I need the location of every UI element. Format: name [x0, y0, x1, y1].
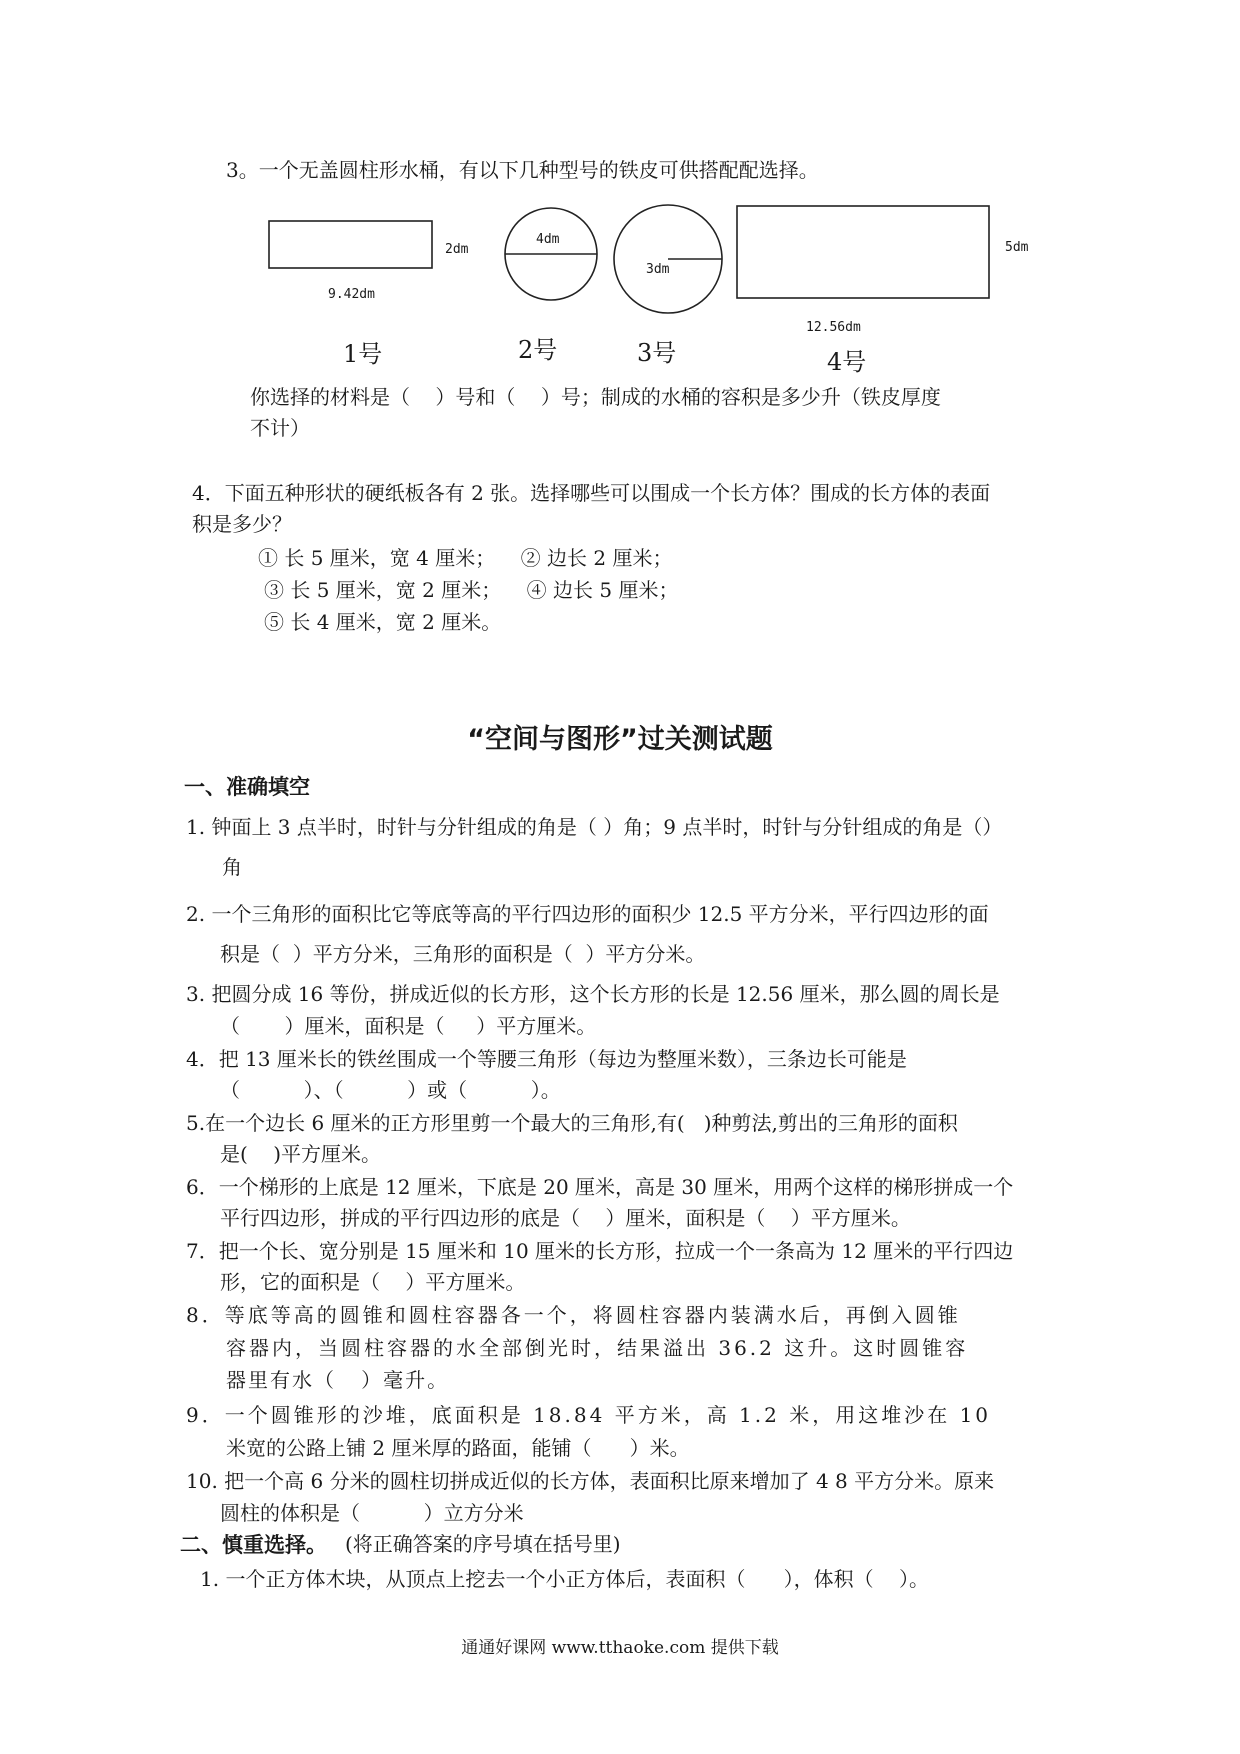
s2-item-1: 1. 一个正方体木块，从顶点上挖去一个小正方体后，表面积（ ），体积（ ）。: [200, 1567, 930, 1591]
q4-option-1-2: ① 长 5 厘米，宽 4 厘米； ② 边长 2 厘米；: [258, 546, 673, 570]
s1-item-8c: 器里有水（ ）毫升。: [226, 1368, 450, 1392]
q4-option-3-4: ③ 长 5 厘米，宽 2 厘米； ④ 边长 5 厘米；: [264, 578, 679, 602]
fig2-circle: [502, 207, 602, 303]
fig4-height-label: 5dm: [1005, 240, 1029, 255]
s1-item-6a: 6．一个梯形的上底是 12 厘米，下底是 20 厘米，高是 30 厘米，用两个这样的梯形拼成一个: [186, 1175, 1014, 1199]
fig4-number: 4号: [827, 348, 867, 376]
q4-line2: 积是多少？: [192, 512, 292, 536]
s1-item-3b: （ ）厘米，面积是（ ）平方厘米。: [220, 1014, 597, 1038]
fig1-number: 1号: [343, 340, 383, 368]
section1-heading: 一、准确填空: [184, 775, 310, 799]
fig2-number: 2号: [518, 336, 558, 364]
s1-item-7a: 7．把一个长、宽分别是 15 厘米和 10 厘米的长方形，拉成一个一条高为 12 厘米的平行四边: [186, 1239, 1014, 1263]
s1-item-7b: 形，它的面积是（ ）平方厘米。: [220, 1270, 526, 1294]
s1-item-1b: 角: [222, 855, 242, 879]
s1-item-8a: 8．等底等高的圆锥和圆柱容器各一个，将圆柱容器内装满水后，再倒入圆锥: [186, 1303, 961, 1327]
q4-line1: 4．下面五种形状的硬纸板各有 2 张。选择哪些可以围成一个长方体？围成的长方体的表面: [192, 481, 991, 505]
s1-item-4a: 4．把 13 厘米长的铁丝围成一个等腰三角形（每边为整厘米数），三条边长可能是: [186, 1047, 907, 1071]
s1-item-10a: 10. 把一个高 6 分米的圆柱切拼成近似的长方体，表面积比原来增加了 4 8 平方分米。原来: [186, 1469, 995, 1493]
q4-option-5: ⑤ 长 4 厘米，宽 2 厘米。: [264, 610, 502, 634]
fig3-circle: [610, 203, 726, 319]
q3-answer-line2: 不计）: [250, 416, 310, 440]
s1-item-3a: 3. 把圆分成 16 等份，拼成近似的长方形，这个长方形的长是 12.56 厘米，那么圆的周长是: [186, 982, 1000, 1006]
fig4-length-label: 12.56dm: [806, 320, 861, 335]
fig1-length-label: 9.42dm: [328, 287, 375, 302]
s1-item-2b: 积是（ ）平方分米，三角形的面积是（ ）平方分米。: [220, 942, 706, 966]
s1-item-4b: （ ）、（ ）或（ ）。: [220, 1078, 561, 1102]
page-title: “空间与图形”过关测试题: [467, 724, 773, 755]
section2-heading: 二、慎重选择。: [180, 1533, 327, 1557]
fig3-number: 3号: [637, 339, 677, 367]
s1-item-1a: 1. 钟面上 3 点半时，时针与分针组成的角是（ ）角；9 点半时，时针与分针组成的角是（）: [186, 815, 1003, 839]
s1-item-9b: 米宽的公路上铺 2 厘米厚的路面，能铺（ ）米。: [226, 1436, 690, 1460]
q3-answer-line1: 你选择的材料是（ ）号和（ ）号；制成的水桶的容积是多少升（铁皮厚度: [250, 385, 941, 409]
s1-item-5b: 是( )平方厘米。: [220, 1142, 382, 1166]
fig1-rectangle: [268, 220, 434, 272]
s1-item-2a: 2. 一个三角形的面积比它等底等高的平行四边形的面积少 12.5 平方分米，平行四边形的面: [186, 902, 989, 926]
s1-item-5a: 5.在一个边长 6 厘米的正方形里剪一个最大的三角形,有( )种剪法,剪出的三角形的面积: [186, 1111, 958, 1135]
s1-item-6b: 平行四边形，拼成的平行四边形的底是（ ）厘米，面积是（ ）平方厘米。: [220, 1206, 911, 1230]
fig3-radius-label: 3dm: [646, 262, 670, 277]
s1-item-9a: 9．一个圆锥形的沙堆，底面积是 18.84 平方米，高 1.2 米，用这堆沙在 10: [186, 1403, 992, 1427]
section2-note: (将正确答案的序号填在括号里): [345, 1532, 621, 1556]
fig1-height-label: 2dm: [445, 242, 469, 257]
s1-item-10b: 圆柱的体积是（ ）立方分米: [220, 1501, 524, 1525]
fig2-diameter-label: 4dm: [536, 232, 560, 247]
fig4-rectangle: [736, 205, 992, 301]
q3-text: 3。一个无盖圆柱形水桶，有以下几种型号的铁皮可供搭配配选择。: [226, 158, 819, 182]
page-footer: 通通好课网 www.tthaoke.com 提供下载: [461, 1638, 779, 1658]
s1-item-8b: 容器内，当圆柱容器的水全部倒光时，结果溢出 36.2 这升。这时圆锥容: [226, 1336, 969, 1360]
